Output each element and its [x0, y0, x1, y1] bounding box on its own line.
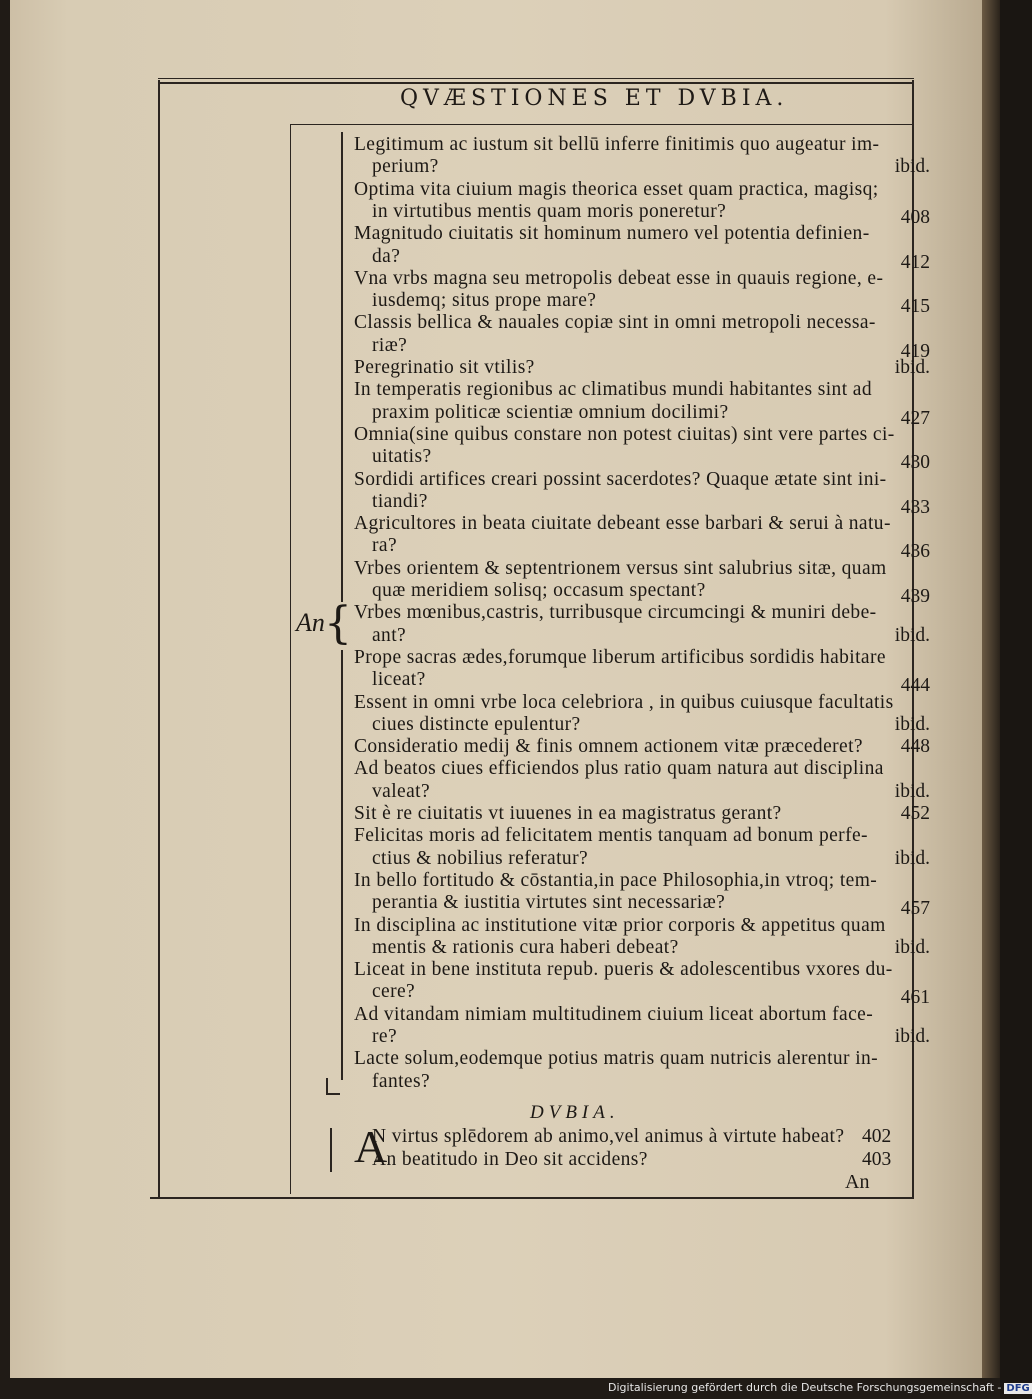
question-line: in virtutibus mentis quam moris poneretur? — [372, 200, 727, 222]
question-page-ref: ibid. — [894, 780, 930, 802]
question-line: Lacte solum,eodemque potius matris quam nutricis alerentur in- — [354, 1048, 879, 1070]
left-frame-rule — [158, 80, 160, 1198]
question-line: Agricultores in beata ciuitate debeant esse barbari & serui à natu- — [354, 513, 891, 535]
brace-hook-foot — [326, 1093, 340, 1095]
question-line: Vrbes orientem & septentrionem versus sint salubrius sitæ, quam — [354, 557, 887, 579]
top-rule — [158, 82, 914, 84]
question-line: da? — [372, 245, 401, 267]
question-line: In disciplina ac institutione vitæ prior corporis & appetitus quam — [354, 914, 886, 936]
question-line: quæ meridiem solisq; occasum spectant? — [372, 580, 706, 601]
running-title: QVÆSTIONES ET DVBIA. — [400, 86, 789, 111]
brace-bar-hook — [326, 1078, 328, 1094]
question-page-ref: 444 — [900, 675, 930, 697]
dubia-page-2: 403 — [862, 1149, 892, 1170]
question-line: ciues distincte epulentur? — [372, 713, 581, 735]
question-line: valeat? — [372, 780, 431, 802]
dubia-heading: DVBIA. — [530, 1102, 620, 1123]
question-line: Essent in omni vrbe loca celebriora , in quibus cuiusque facultatis — [354, 691, 894, 713]
dubia-brace-bar — [330, 1128, 332, 1172]
brace-icon: { — [324, 598, 352, 649]
question-line: Consideratio medij & finis omnem actionem vitæ præcederet? — [354, 736, 863, 758]
question-line: cere? — [372, 981, 416, 1003]
question-line: Omnia(sine quibus constare non potest ciuitas) sint vere partes ci- — [354, 423, 895, 445]
question-line: Liceat in bene instituta repub. pueris & adolescentibus vxores du- — [354, 959, 893, 981]
question-page-ref: 448 — [900, 736, 930, 758]
question-page-ref: 412 — [900, 251, 930, 273]
question-line: Peregrinatio sit vtilis? — [354, 357, 535, 378]
dubia-item-2: An beatitudo in Deo sit accidens? — [372, 1149, 648, 1170]
question-line: Vna vrbs magna seu metropolis debeat esse in quauis regione, e- — [354, 267, 884, 289]
question-page-ref: 433 — [900, 496, 930, 518]
question-line: uitatis? — [372, 446, 432, 468]
inner-left-rule — [290, 124, 291, 1194]
question-page-ref: ibid. — [894, 713, 930, 735]
question-line: re? — [372, 1026, 398, 1047]
question-page-ref: 430 — [900, 452, 930, 474]
question-line: Felicitas moris ad felicitatem mentis tanquam ad bonum perfe- — [354, 825, 868, 847]
question-page-ref: 419 — [900, 340, 930, 362]
question-line: ctius & nobilius referatur? — [372, 847, 589, 869]
dropcap: A — [354, 1121, 388, 1172]
dubia-page-1: 402 — [862, 1126, 892, 1147]
question-line: In temperatis regionibus ac climatibus mundi habitantes sint ad — [354, 379, 873, 401]
brace-bar-lower — [341, 650, 343, 1080]
question-line: Vrbes mœnibus,castris, turribusque circumcingi & muniri debe- — [354, 602, 877, 624]
top-rule-thin — [158, 78, 914, 79]
brace-bar-upper — [341, 132, 343, 602]
digitization-credit — [608, 1381, 1032, 1394]
question-page-ref: ibid. — [894, 624, 930, 646]
question-line: In bello fortitudo & cōstantia,in pace Philosophia,in vtroq; tem- — [354, 869, 878, 891]
question-line: ant? — [372, 624, 407, 646]
question-line: Sit è re ciuitatis vt iuuenes in ea magistratus gerant? — [354, 803, 782, 824]
bottom-rule — [150, 1197, 914, 1199]
dubia-item-1: N virtus splēdorem ab animo,vel animus à virtute habeat? — [372, 1126, 845, 1147]
question-line: Magnitudo ciuitatis sit hominum numero vel potentia definien- — [354, 223, 870, 245]
header-rule — [290, 124, 912, 125]
question-line: Prope sacras ædes,forumque liberum artificibus sordidis habitare — [354, 646, 886, 668]
question-line: fantes? — [372, 1070, 431, 1092]
question-line: Classis bellica & nauales copiæ sint in omni metropoli necessa- — [354, 312, 876, 334]
question-page-ref: 427 — [900, 407, 930, 429]
question-line: iusdemq; situs prope mare? — [372, 290, 597, 312]
question-line: liceat? — [372, 669, 426, 691]
question-page-ref: 408 — [900, 206, 930, 228]
credit-text: Digitalisierung gefördert durch die Deutsche Forschungsgemeinschaft - — [608, 1381, 1002, 1394]
question-line: Sordidi artifices creari possint sacerdotes? Quaque ætate sint ini- — [354, 468, 887, 490]
question-page-ref: ibid. — [894, 847, 930, 869]
question-page-ref: ibid. — [894, 357, 930, 378]
question-page-ref: 457 — [900, 898, 930, 920]
question-line: praxim politicæ scientiæ omnium docilimi? — [372, 401, 729, 423]
question-page-ref: 415 — [900, 296, 930, 318]
question-page-ref: ibid. — [894, 1026, 930, 1047]
question-page-ref: 452 — [900, 803, 930, 824]
question-page-ref: 461 — [900, 987, 930, 1009]
catchword: An — [845, 1171, 870, 1193]
question-page-ref: 439 — [900, 586, 930, 607]
question-line: perium? — [372, 156, 439, 178]
marginal-prefix: An — [296, 608, 325, 637]
question-line: Optima vita ciuium magis theorica esset quam practica, magisq; — [354, 178, 879, 200]
page-edge — [982, 0, 1000, 1378]
question-page-ref: ibid. — [894, 936, 930, 958]
question-line: Ad beatos ciues efficiendos plus ratio quam natura aut disciplina — [354, 758, 884, 780]
question-line: ra? — [372, 535, 398, 557]
question-line: riæ? — [372, 334, 408, 356]
question-page-ref: ibid. — [894, 156, 930, 178]
question-line: perantia & iustitia virtutes sint necessariæ? — [372, 892, 726, 914]
question-line: mentis & rationis cura haberi debeat? — [372, 936, 679, 958]
question-line: Ad vitandam nimiam multitudinem ciuium liceat abortum face- — [354, 1003, 874, 1025]
question-line: tiandi? — [372, 490, 428, 512]
dfg-logo-icon: DFG — [1006, 1383, 1030, 1394]
question-page-ref: 436 — [900, 541, 930, 563]
question-line: Legitimum ac iustum sit bellū inferre finitimis quo augeatur im- — [354, 134, 880, 155]
